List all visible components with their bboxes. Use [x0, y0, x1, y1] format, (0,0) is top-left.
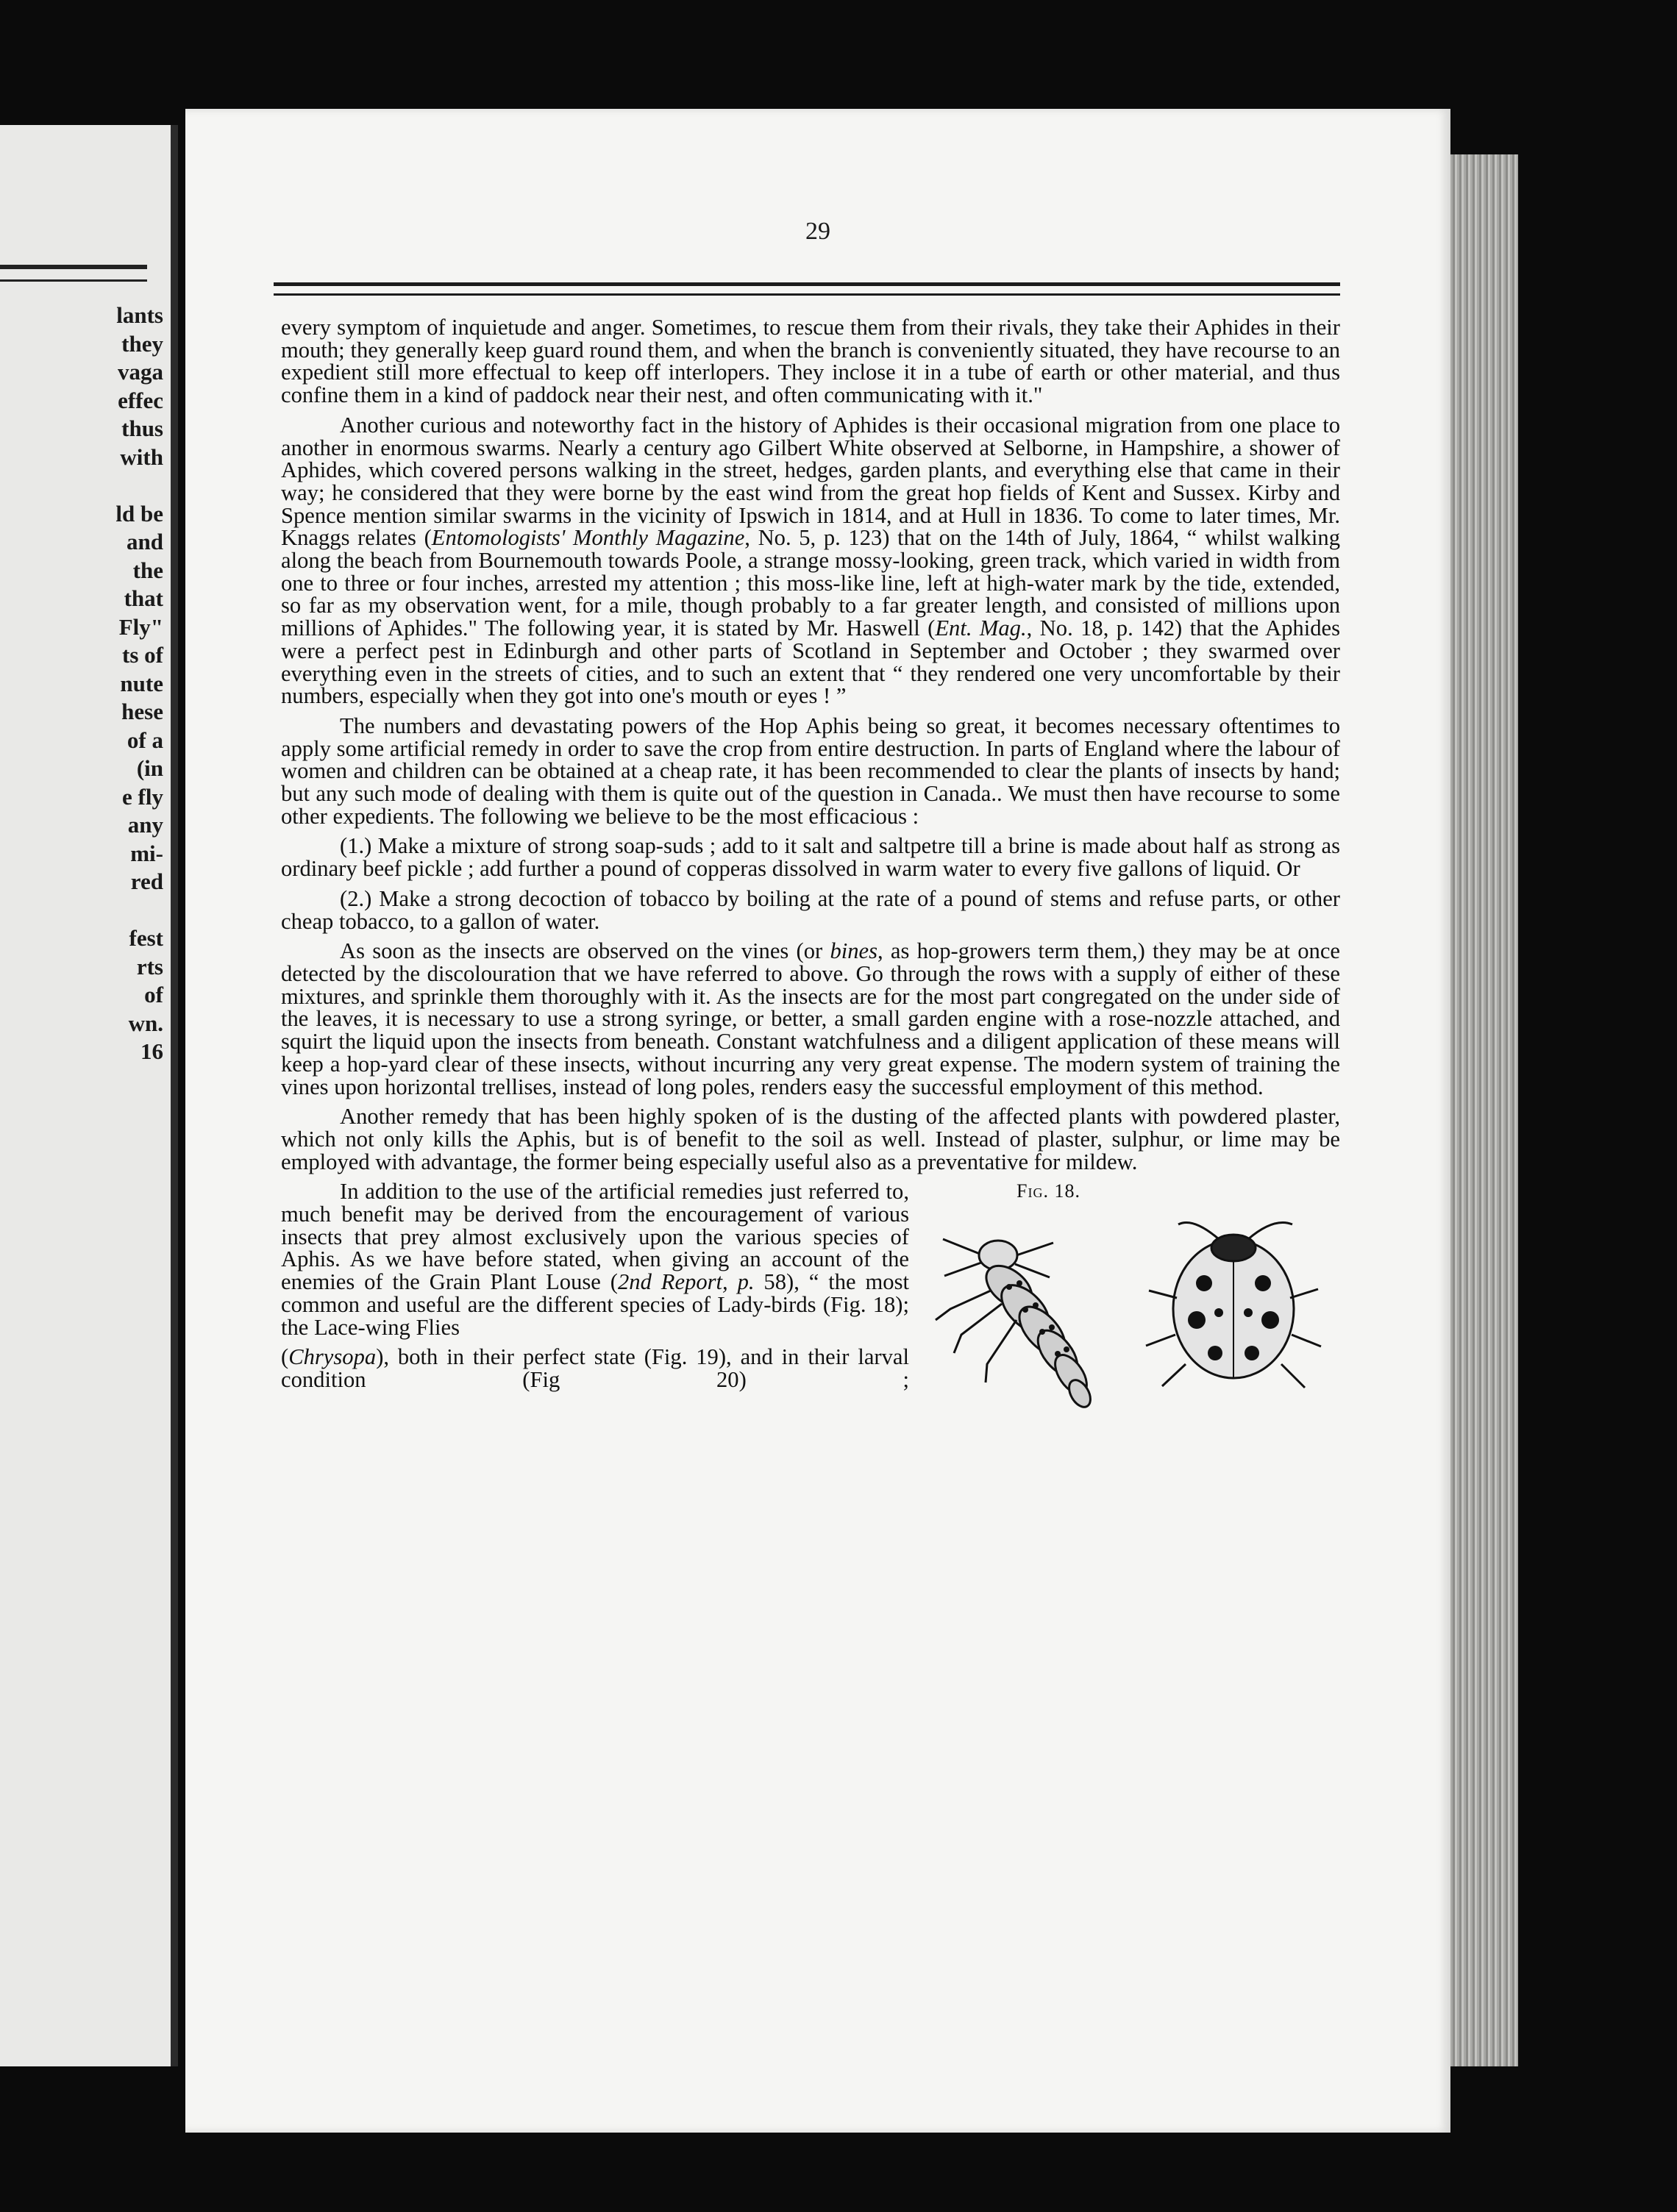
left-fragment: vaga [118, 359, 163, 385]
left-fragment: with [120, 443, 163, 470]
left-fragment: they [121, 330, 163, 357]
left-fragment: red [130, 868, 163, 894]
page-number: 29 [805, 218, 830, 245]
left-fragment: that [124, 585, 163, 611]
left-page-text-fragments [0, 302, 163, 1066]
final-line: (Chrysopa), both in their perfect state (Fig. 19), and in their larval condition (Fig 20) ; [281, 1344, 909, 1392]
left-fragment: effec [118, 387, 163, 413]
header-rule-left [0, 265, 147, 282]
paragraph-4: (1.) Make a mixture of strong soap-suds ; add to it salt and saltpetre till a brine is made about half as strong as ordinary beef pickle ; add further a pound of copperas dissolved in warm water to every five gallons of liquid. Or [281, 833, 1340, 882]
figure-18 [928, 1180, 1340, 1429]
left-fragment: ld be [115, 500, 163, 527]
book-page [185, 109, 1450, 2133]
left-fragment [0, 896, 163, 925]
lady-bird-illustration [928, 1210, 1340, 1429]
left-fragment: (in [136, 755, 163, 781]
left-fragment: of [144, 982, 163, 1007]
paragraph-1: every symptom of inquietude and anger. Sometimes, to rescue them from their rivals, they take their Aphides in their mouth; they generally keep guard round them, and when the branch is conveniently situated, they have recourse to an expedient still more effectual to keep off interlopers. They inclose it in a tube of earth or other material, and thus confine them in a kind of paddock near their nest, and often communicating with it." [281, 315, 1340, 408]
paragraph-6: As soon as the insects are observed on the vines (or bines, as hop-growers term them,) they may be at once detected by the discolouration that we have referred to above. Go through the rows with a supply of either of these mixtures, and sprinkle them thoroughly with it. As the insects are for the most part congregated on the under side of the leaves, it is necessary to use a strong syringe, or better, a small garden engine with a rose-nozzle attached, and squirt the liquid upon the insects from beneath. Constant watchfulness and a diligent application of these means will keep a hop-yard clear of these insects, without incurring any very great expense. The modern system of training the vines upon horizontal trellises, instead of long poles, renders easy the successful employment of this method. [281, 938, 1340, 1099]
paragraph-7: Another remedy that has been highly spoken of is the dusting of the affected plants with powdered plaster, which not only kills the Aphis, but is of benefit to the soil as well. Instead of plaster, sulphur, or lime may be employed with advantage, the former being especially useful also as a preventative for mildew. [281, 1104, 1340, 1174]
left-fragment: 16 [140, 1038, 163, 1064]
left-fragment: Fly" [118, 613, 163, 640]
left-fragment [0, 471, 163, 500]
page-body [281, 316, 1340, 1433]
left-fragment: and [127, 529, 163, 554]
left-fragment: of a [127, 727, 163, 753]
left-fragment: the [132, 557, 163, 583]
paragraph-5: (2.) Make a strong decoction of tobacco by boiling at the rate of a pound of stems and refuse parts, or other cheap tobacco, to a gallon of water. [281, 885, 1340, 934]
paragraph-2: Another curious and noteworthy fact in the history of Aphides is their occasional migration from one place to another in enormous swarms. Nearly a century ago Gilbert White observed at Selborne, in Hampshire, a shower of Aphides, which covered persons walking in the street, hedges, garden plants, and everything else that came in their way; he considered that they were borne by the east wind from the great hop fields of Kent and Sussex. Kirby and Spence mention similar swarms in the vicinity of Ipswich in 1814, and at Hull in 1836. To come to later times, Mr. Knaggs relates (Entomologists' Monthly Magazine, No. 5, p. 123) that on the 14th of July, 1864, “ whilst walking along the beach from Bournemouth towards Poole, a strange mossy-looking, green track, which varied in width from one to three or four inches, arrested my attention ; this moss-like line, left at high-water mark by the tide, extended, so far as my observation went, for a mile, though probably to a far greater length, and consisted of millions upon millions of Aphides." The following year, it is stated by Mr. Haswell (Ent. Mag., No. 18, p. 142) that the Aphides were a perfect pest in Edinburgh and other parts of Scotland in September and October ; they swarmed over everything even in the streets of cities, and to such an extent that “ they rendered one very uncomfortable by their numbers, especially when they got into one's mouth or eyes ! ” [281, 412, 1340, 709]
paragraph-3: The numbers and devastating powers of the Hop Aphis being so great, it becomes necessary oftentimes to apply some artificial remedy in order to save the crop from entire destruction. In parts of England where the labour of women and children can be obtained at a cheap rate, it has been recommended to clear the plants of insects by hand; but any such mode of dealing with them is quite out of the question in Canada.. We must then have recourse to some other expedients. The following we believe to be the most efficacious : [281, 713, 1340, 829]
left-fragment: ts of [122, 642, 163, 668]
left-fragment: mi- [130, 840, 163, 866]
left-fragment: nute [120, 670, 163, 696]
left-fragment: lants [116, 302, 163, 328]
previous-page-edge [0, 125, 178, 2066]
left-fragment: e fly [122, 783, 163, 810]
left-fragment: wn. [128, 1010, 163, 1036]
page-stack-edge [1450, 154, 1518, 2066]
lady-bird-beetle-drawing [1146, 1223, 1321, 1388]
left-fragment: thus [121, 415, 163, 441]
header-rule [274, 282, 1340, 296]
lady-bird-larva-drawing [936, 1239, 1094, 1410]
paragraph-8: In addition to the use of the artificial remedies just referred to, much benefit may be derived from the encouragement of various insects that prey almost exclusively upon the various species of Aphis. As we have before stated, when giving an account of the enemies of the Grain Plant Louse (2nd Report, p. 58), “ the most common and useful are the different species of Lady-birds (Fig. 18); the Lace-wing Flies [281, 1179, 909, 1340]
left-fragment: rts [136, 953, 163, 980]
left-fragment: hese [121, 699, 163, 724]
figure-caption: Fig. 18. [1016, 1180, 1080, 1202]
left-fragment: fest [129, 925, 163, 951]
left-fragment: any [127, 812, 163, 838]
